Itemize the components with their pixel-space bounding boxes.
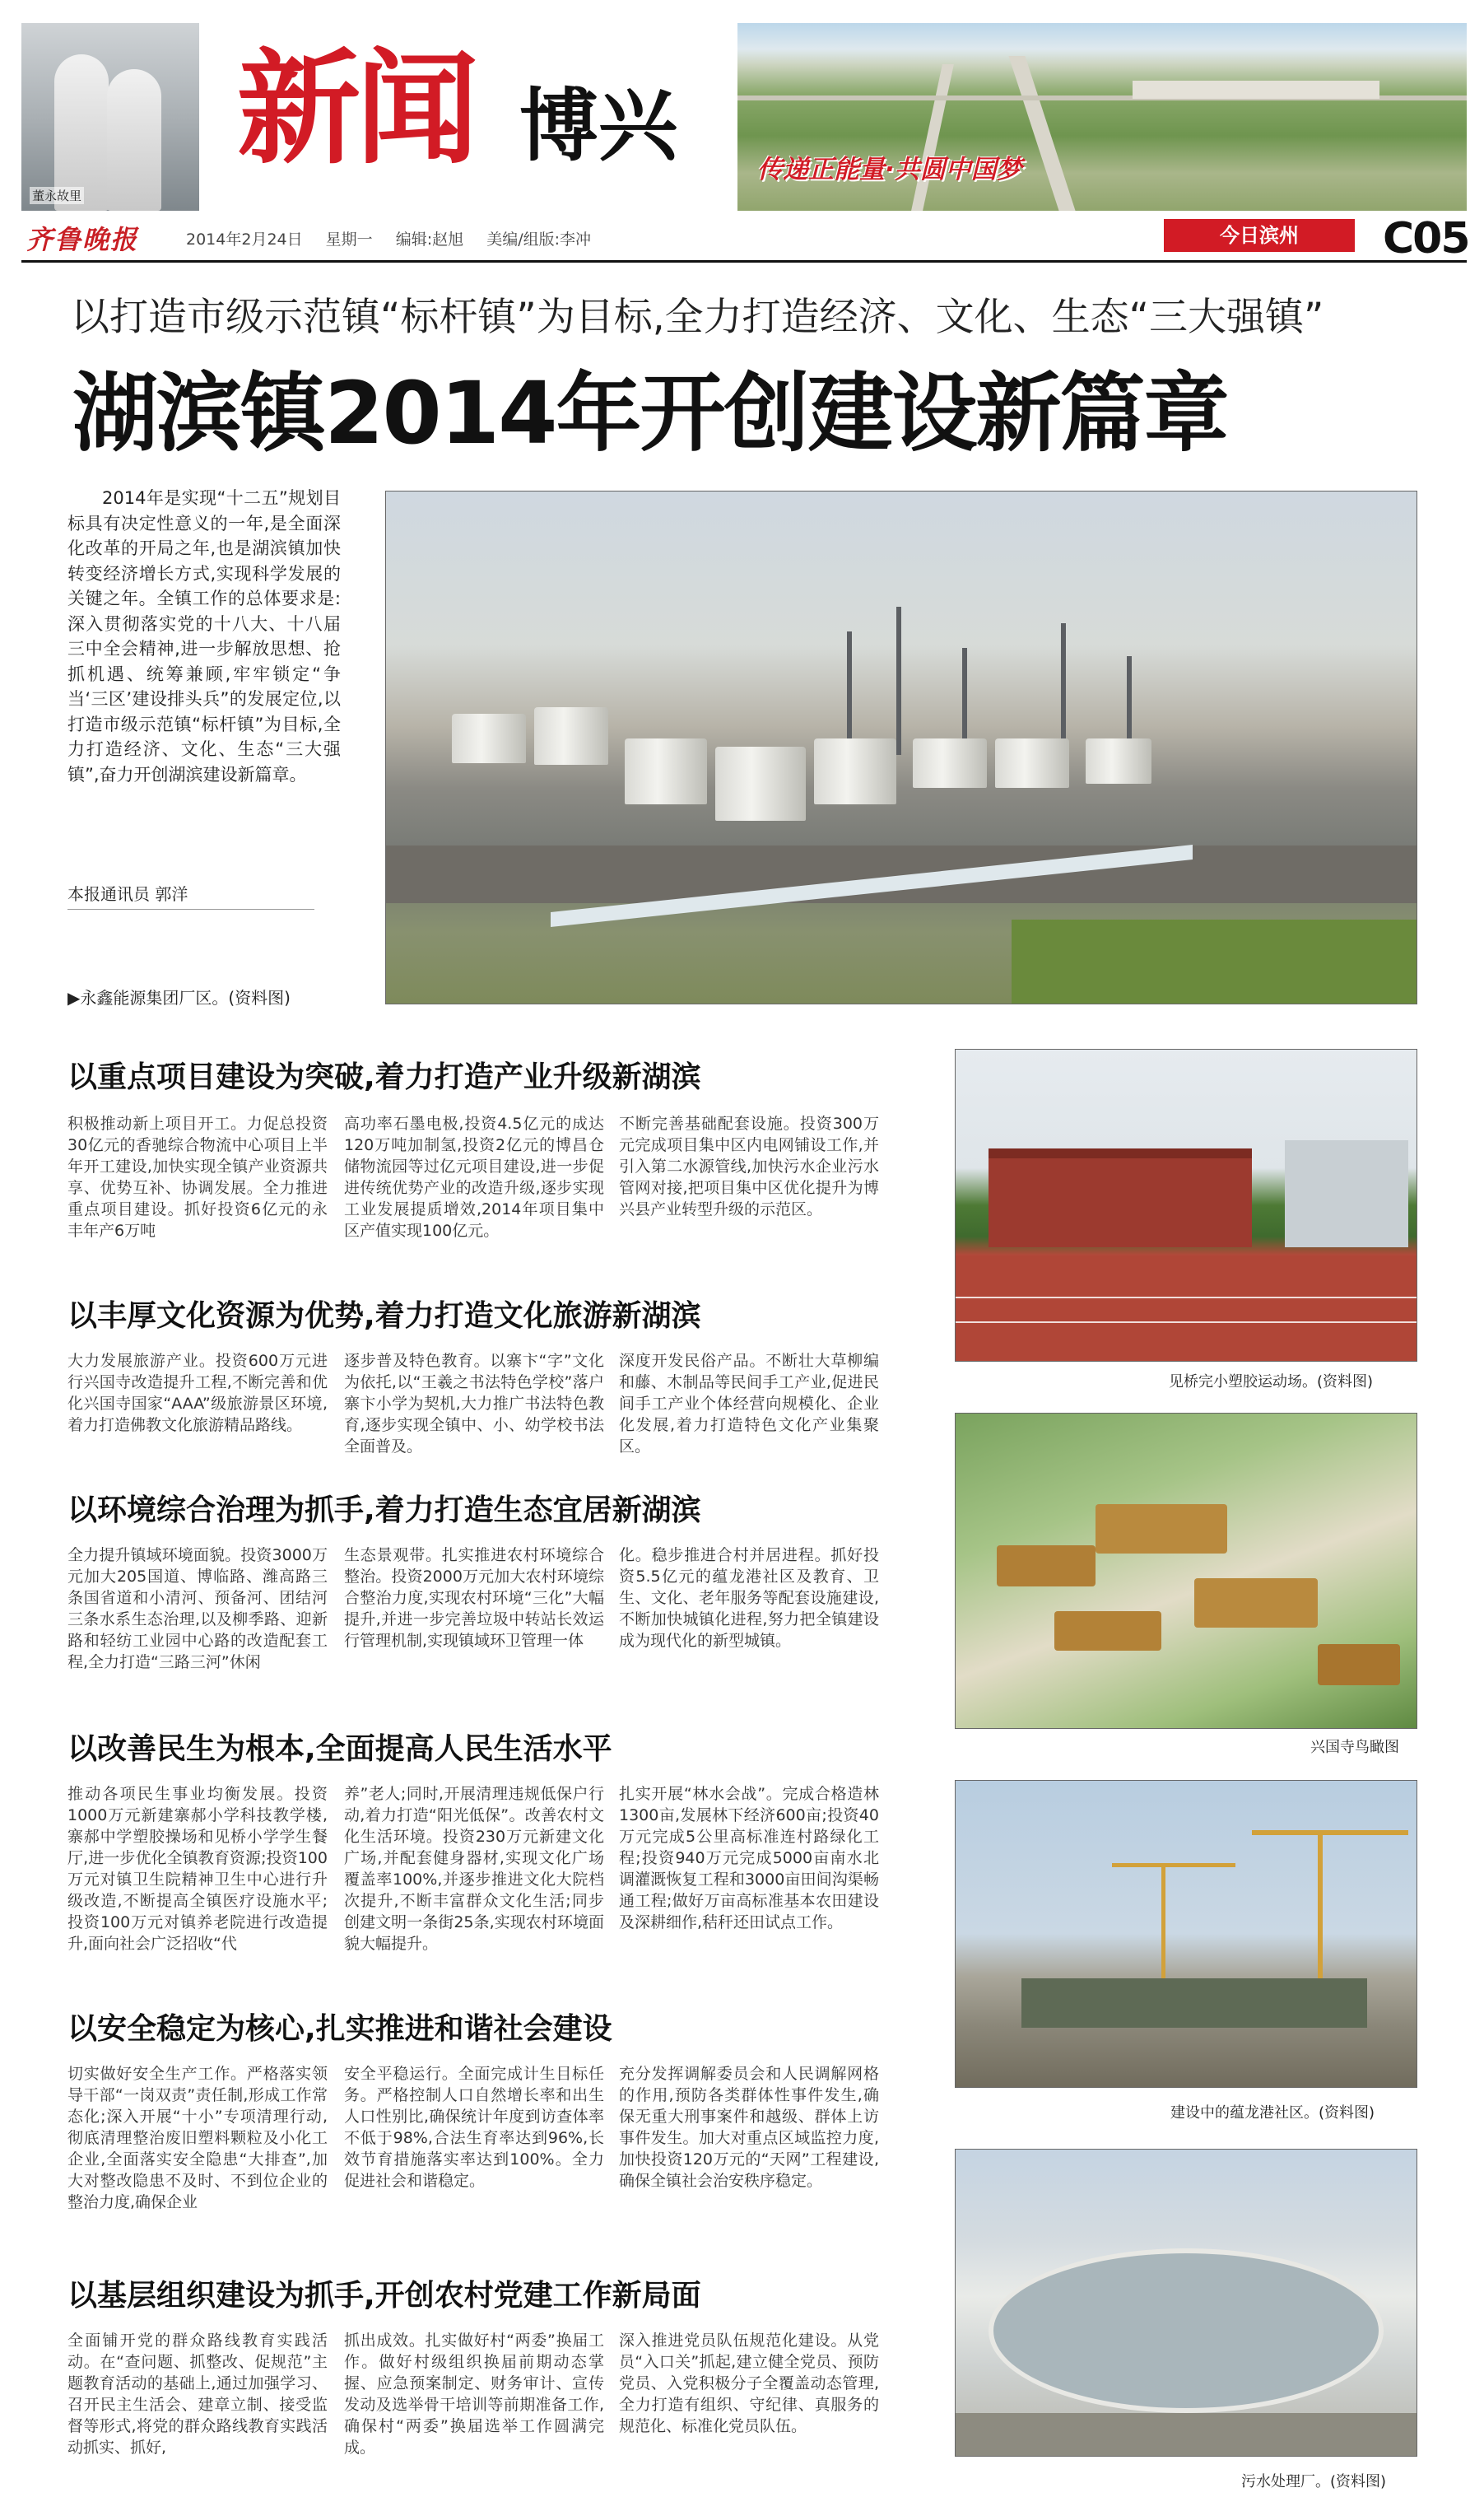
section-2-col-1: 大力发展旅游产业。投资600万元进行兴国寺改造提升工程,不断完善和优化兴国寺国家“AAA”级旅游景区环境,着力打造佛教文化旅游精品路线。 (67, 1352, 328, 1434)
section-2-col-3: 深度开发民俗产品。不断壮大草柳编和藤、木制品等民间手工产业,促进民间手工产业个体经营向规模化、企业化发展,着力打造特色文化产业集聚区。 (619, 1352, 879, 1456)
section-tag: 今日滨州 (1164, 219, 1355, 252)
section-3-col-3: 化。稳步推进合村并居进程。抓好投资5.5亿元的蕴龙港社区及教育、卫生、文化、老年服务等配套设施建设,不断加快城镇化进程,努力把全镇建设成为现代化的新型城镇。 (619, 1546, 879, 1650)
lead-text: 2014年是实现“十二五”规划目标具有决定性意义的一年,是全面深化改革的开局之年,也是湖滨镇加快转变经济增长方式,实现科学发展的关键之年。全镇工作的总体要求是:深入贯彻落实党的十八大、十八届三中全会精神,进一步解放思想、抢抓机遇、统筹兼顾,牢牢锁定“争当‘三区’建设排头兵”的发展定位,以打造市级示范镇“标杆镇”为目标,全力打造经济、文化、生态“三大强镇”,奋力开创湖滨建设新篇章。 (67, 488, 341, 785)
section-1-title: 以重点项目建设为突破,着力打造产业升级新湖滨 (67, 1060, 701, 1094)
issue-weekday: 星期一 (325, 231, 373, 249)
statue-caption: 董永故里 (30, 187, 84, 204)
issue-details (186, 227, 609, 249)
paper-name: 齐鲁晚报 (26, 224, 139, 255)
masthead-subtitle: 博兴 (519, 80, 677, 172)
section-3-col-2: 生态景观带。扎实推进农村环境综合整治。投资2000万元加大农村环境综合整治力度,实现农村环境“三化”大幅提升,并进一步完善垃圾中转站长效运行管理机制,实现镇域环卫管理一体 (344, 1546, 604, 1650)
section-5-col-1: 切实做好安全生产工作。严格落实领导干部“一岗双责”责任制,形成工作常态化;深入开展“十小”专项清理行动,彻底清理整治废旧塑料颗粒及小化工企业,全面落实安全隐患“大排查”,加大对整改隐患不及时、不到位企业的整治力度,确保企业 (67, 2065, 328, 2211)
construction-photo-caption: 建设中的蕴龙港社区。(资料图) (1170, 2104, 1375, 2122)
section-5-title: 以安全稳定为核心,扎实推进和谐社会建设 (67, 2012, 612, 2046)
section-4-col-2: 养”老人;同时,开展清理违规低保户行动,着力打造“阳光低保”。改善农村文化生活环境。投资230万元新建文化广场,并配套健身器材,实现文化广场覆盖率100%,并逐步推进文化大院档次提升,不断丰富群众文化生活;同步创建文明一条街25条,实现农村环境面貌大幅提升。 (344, 1785, 604, 1953)
masthead (21, 23, 1467, 211)
section-6-col-2: 抓出成效。扎实做好村“两委”换届工作。做好村级组织换届前期动态掌握、应急预案制定、财务审计、宣传发动及选举骨干培训等前期准备工作,确保村“两委”换届选举工作圆满完成。 (344, 2332, 604, 2457)
temple-photo-caption: 兴国寺鸟瞰图 (1310, 1739, 1399, 1756)
article-byline: 本报通讯员 郭洋 (67, 884, 188, 904)
school-photo (955, 1049, 1417, 1362)
section-3-col-1: 全力提升镇域环境面貌。投资3000万元加大205国道、博临路、潍高路三条国省道和小清河、预备河、团结河三条水系生态治理,以及柳季路、迎新路和轻纺工业园中心路的改造配套工程,全力打造“三路三河”休闲 (67, 1546, 328, 1671)
section-2-col-2: 逐步普及特色教育。以寨卞“字”文化为依托,以“王羲之书法特色学校”落户寨卞小学为契机,大力推广书法特色教育,逐步实现全镇中、小、幼学校书法全面普及。 (344, 1352, 604, 1456)
masthead-slogan: 传递正能量·共圆中国梦 (757, 155, 1022, 184)
school-photo-caption: 见桥完小塑胶运动场。(资料图) (1169, 1373, 1374, 1391)
issue-editor: 编辑:赵旭 (395, 231, 464, 249)
temple-photo (955, 1413, 1417, 1729)
water-plant-photo-caption: 污水处理厂。(资料图) (1241, 2473, 1387, 2490)
section-6-col-3: 深入推进党员队伍规范化建设。从党员“入口关”抓起,建立健全党员、预防党员、入党积极分子全覆盖动态管理,全力打造有组织、守纪律、真服务的规范化、标准化党员队伍。 (619, 2332, 879, 2435)
page-number: C05 (1383, 214, 1469, 263)
water-plant-photo (955, 2149, 1417, 2457)
factory-photo-caption: ▶永鑫能源集团厂区。(资料图) (67, 988, 291, 1008)
issue-info-bar (21, 216, 1467, 263)
factory-photo (385, 491, 1417, 1004)
masthead-title: 新闻 (237, 38, 475, 181)
section-5-col-3: 充分发挥调解委员会和人民调解网格的作用,预防各类群体性事件发生,确保无重大刑事案件和越级、群体上访事件发生。加大对重点区域监控力度,加快投资120万元的“天网”工程建设,确保全镇社会治安秩序稳定。 (619, 2065, 879, 2190)
section-6-col-1: 全面铺开党的群众路线教育实践活动。在“查问题、抓整改、促规范”主题教育活动的基础上,通过加强学习、召开民主生活会、建章立制、接受监督等形式,将党的群众路线教育实践活动抓实、抓好, (67, 2332, 328, 2457)
byline-divider (67, 909, 314, 910)
construction-photo (955, 1780, 1417, 2088)
section-5-col-2: 安全平稳运行。全面完成计生目标任务。严格控制人口自然增长率和出生人口性别比,确保统计年度到访查体率不低于98%,合法生育率达到96%,长效节育措施落实率达到100%。全力促进社会和谐稳定。 (344, 2065, 604, 2190)
statue-photo (21, 23, 199, 211)
section-1-col-1: 积极推动新上项目开工。力促总投资30亿元的香驰综合物流中心项目上半年开工建设,加快实现全镇产业资源共享、优势互补、协调发展。全力推进重点项目建设。抓好投资6亿元的永丰年产6万吨 (67, 1115, 328, 1240)
article-lead (67, 486, 341, 787)
section-1-col-3: 不断完善基础配套设施。投资300万元完成项目集中区内电网铺设工作,并引入第二水源管线,加快污水企业污水管网对接,把项目集中区优化提升为博兴县产业转型升级的示范区。 (619, 1115, 879, 1218)
issue-date: 2014年2月24日 (186, 231, 303, 249)
issue-designer: 美编/组版:李冲 (486, 231, 591, 249)
section-1-col-2: 高功率石墨电极,投资4.5亿元的成达120万吨加制氢,投资2亿元的博昌仓储物流园等过亿元项目建设,进一步促进传统优势产业的改造升级,逐步实现工业发展提质增效,2014年项目集中区产值实现100亿元。 (344, 1115, 604, 1240)
article-headline: 湖滨镇2014年开创建设新篇章 (72, 363, 1228, 464)
section-4-col-1: 推动各项民生事业均衡发展。投资1000万元新建寨郝小学科技教学楼,寨郝中学塑胶操场和见桥小学学生餐厅,进一步优化全镇教育资源;投资100万元对镇卫生院精神卫生中心进行升级改造,不断提高全镇医疗设施水平;投资100万元对镇养老院进行改造提升,面向社会广泛招收“代 (67, 1785, 328, 1953)
section-4-col-3: 扎实开展“林水会战”。完成合格造林1300亩,发展林下经济600亩;投资40万元完成5公里高标准连村路绿化工程;投资940万元完成5000亩南水北调灌溉恢复工程和3000亩田间沟渠畅通工程;做好万亩高标准基本农田建设及深耕细作,秸秆还田试点工作。 (619, 1785, 879, 1931)
section-2-title: 以丰厚文化资源为优势,着力打造文化旅游新湖滨 (67, 1299, 701, 1333)
section-4-title: 以改善民生为根本,全面提高人民生活水平 (67, 1732, 612, 1766)
section-6-title: 以基层组织建设为抓手,开创农村党建工作新局面 (67, 2279, 701, 2313)
section-3-title: 以环境综合治理为抓手,着力打造生态宜居新湖滨 (67, 1493, 701, 1527)
article-subhead: 以打造市级示范镇“标杆镇”为目标,全力打造经济、文化、生态“三大强镇” (71, 295, 1324, 340)
